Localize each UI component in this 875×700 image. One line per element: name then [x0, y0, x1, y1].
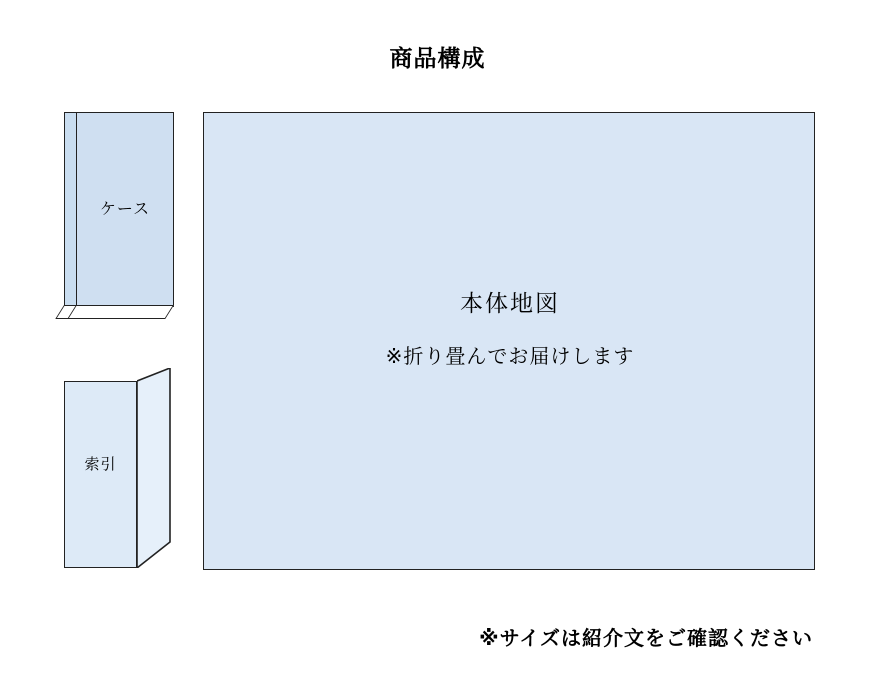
- index-illustration: [64, 368, 182, 568]
- main-map-label: 本体地図: [460, 290, 560, 316]
- index-fold-panel: [137, 368, 169, 555]
- size-footnote: ※サイズは紹介文をご確認ください: [479, 628, 813, 650]
- case-bottom-fold-line: [67, 305, 174, 319]
- page-title: 商品構成: [389, 45, 486, 71]
- case-illustration: [64, 112, 179, 322]
- main-map-note: ※折り畳んでお届けします: [385, 346, 635, 368]
- index-fold-shape: [137, 368, 179, 568]
- index-label: 索引: [84, 456, 117, 473]
- case-label: ケース: [99, 201, 151, 218]
- main-map-text-group: [204, 285, 816, 369]
- main-map-block: [203, 112, 815, 570]
- index-left-panel: [64, 381, 137, 568]
